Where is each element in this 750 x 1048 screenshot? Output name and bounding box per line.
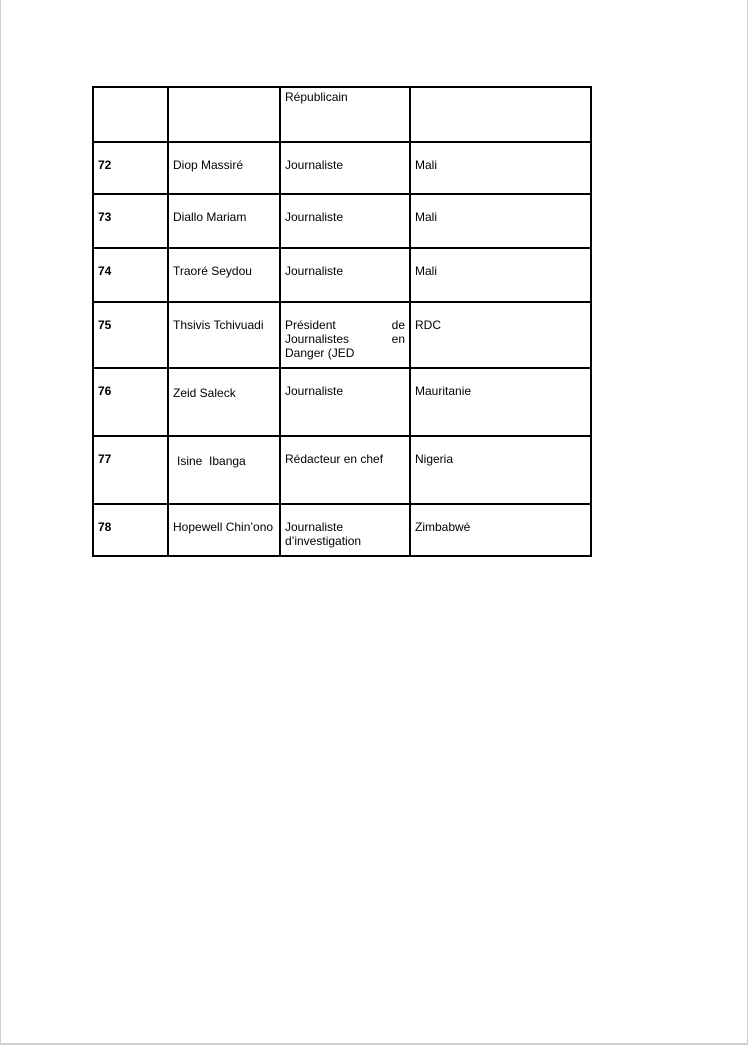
number-text: 77 [98,452,112,466]
table-row [93,302,591,368]
role-cell [280,368,410,436]
table-row [93,504,591,556]
country-text: Mali [415,210,438,224]
country-cell [410,87,591,142]
country-text: Nigeria [415,452,454,466]
name-text: Diop Massiré [173,158,244,172]
role-cell [280,302,410,368]
role-cell [280,194,410,248]
number-cell [93,248,168,302]
number-text: 76 [98,384,112,398]
country-cell [410,142,591,194]
country-cell [410,504,591,556]
role-cell [280,248,410,302]
number-text: 78 [98,520,112,534]
table-row [93,248,591,302]
name-text: Isine Ibanga [177,454,246,468]
role-cell [280,142,410,194]
name-text: Thsivis Tchivuadi [173,318,264,332]
role-cell [280,436,410,504]
name-cell [168,436,280,504]
role-cell [280,504,410,556]
table-row [93,142,591,194]
participants-table [92,86,592,557]
table-row [93,194,591,248]
country-text: Zimbabwé [415,520,471,534]
country-cell [410,248,591,302]
table-row [93,436,591,504]
name-text: Hopewell Chin’ono [173,520,274,534]
number-cell [93,142,168,194]
role-text: Journaliste d’investigation [285,520,362,548]
role-cell [280,87,410,142]
country-text: Mali [415,264,438,278]
name-cell [168,368,280,436]
role-text: Journaliste [285,158,344,172]
number-cell [93,368,168,436]
number-text: 75 [98,318,112,332]
name-cell [168,142,280,194]
table-row [93,368,591,436]
country-text: RDC [415,318,441,332]
number-cell [93,436,168,504]
name-cell [168,248,280,302]
role-text: Républicain [285,90,348,104]
name-cell [168,302,280,368]
name-text: Traoré Seydou [173,264,252,278]
role-text: Journaliste [285,384,344,398]
name-cell [168,194,280,248]
name-text: Zeid Saleck [173,386,236,400]
role-text: Rédacteur en chef [285,452,384,466]
number-text: 74 [98,264,112,278]
country-cell [410,436,591,504]
role-text: Journaliste [285,210,344,224]
number-cell [93,87,168,142]
name-text: Diallo Mariam [173,210,247,224]
country-text: Mauritanie [415,384,472,398]
name-cell [168,504,280,556]
country-text: Mali [415,158,438,172]
number-cell [93,504,168,556]
name-cell [168,87,280,142]
table-row [93,87,591,142]
number-cell [93,302,168,368]
number-text: 72 [98,158,112,172]
country-cell [410,302,591,368]
country-cell [410,368,591,436]
number-text: 73 [98,210,112,224]
role-text: Journaliste [285,264,344,278]
role-text: Président de Journalistes en Danger (JED [285,318,405,360]
number-cell [93,194,168,248]
country-cell [410,194,591,248]
